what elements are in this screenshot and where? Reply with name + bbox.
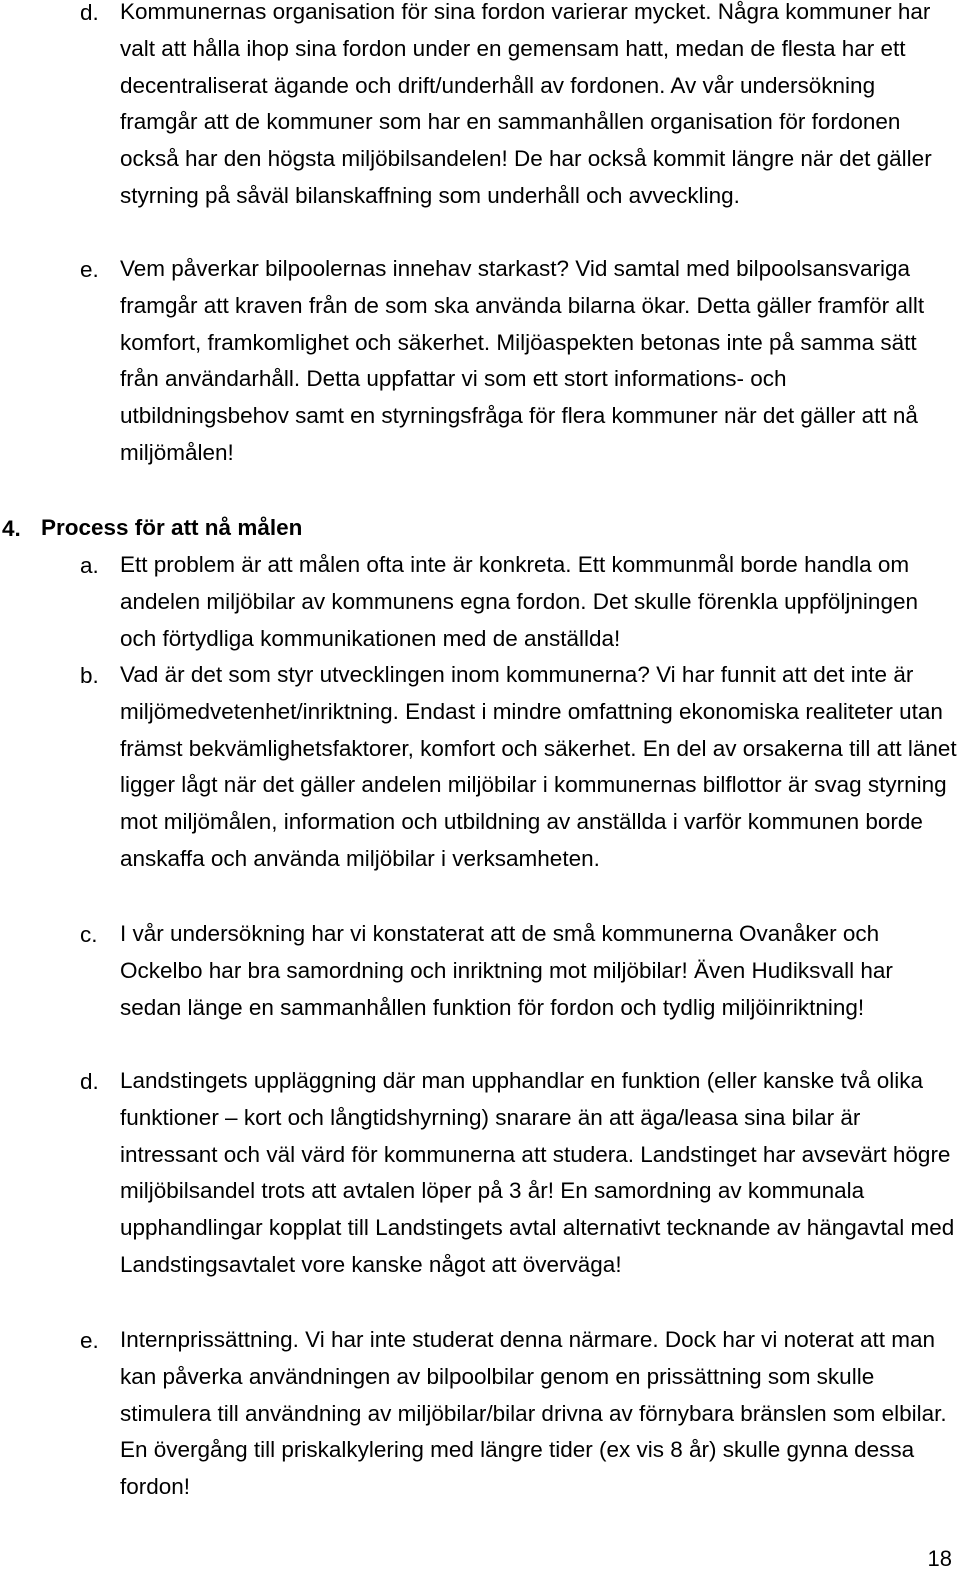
- list-marker: a.: [80, 553, 99, 578]
- list-marker: d.: [80, 1069, 99, 1094]
- list-item-text: Vad är det som styr utvecklingen inom kommunerna? Vi har funnit att det inte är miljömedvetenhet/inriktning. Endast i mindre omfattning ekonomiska realiteter utan främst bekvämlighetsfaktorer, komfort och säkerhet. En del av orsakerna till att länet ligger lågt när det gäller andelen miljöbilar i kommunernas bilflottor är svag styrning mot miljömålen, information och utbildning av anställda i varför kommunen borde anskaffa och använda miljöbilar i verksamheten.: [120, 662, 957, 871]
- list-marker: b.: [80, 663, 99, 688]
- list-marker: e.: [80, 1328, 99, 1353]
- list-item-text: I vår undersökning har vi konstaterat att de små kommunerna Ovanåker och Ockelbo har bra samordning och inriktning mot miljöbilar! Även Hudiksvall har sedan länge en sammanhållen funktion för fordon och tydlig miljöinriktning!: [120, 921, 893, 1020]
- list-item-text: Landstingets uppläggning där man upphandlar en funktion (eller kanske två olika funktioner – kort och långtidshyrning) snarare än att äga/leasa sina bilar är intressant och väl värd för kommunerna att studera. Landstinget har avsevärt högre miljöbilsandel trots att avtalen löper på 3 år! En samordning av kommunala upphandlingar kopplat till Landstingets avtal alternativt tecknande av hängavtal med Landstingsavtalet vore kanske något att överväga!: [120, 1068, 955, 1277]
- list-marker: c.: [80, 922, 98, 947]
- section-title: Process för att nå målen: [41, 515, 303, 540]
- section-number: 4.: [2, 516, 21, 541]
- list-item-text: Vem påverkar bilpoolernas innehav starkast? Vid samtal med bilpoolsansvariga framgår att kraven från de som ska använda bilarna ökar. Detta gäller framför allt komfort, framkomlighet och säkerhet. Miljöaspekten betonas inte på samma sätt från användarhåll. Detta uppfattar vi som ett stort informations- och utbildningsbehov samt en styrningsfråga för flera kommuner när det gäller att nå miljömålen!: [120, 256, 925, 465]
- list-marker: e.: [80, 257, 99, 282]
- page-number: 18: [927, 1546, 952, 1571]
- list-item-text: Kommunernas organisation för sina fordon varierar mycket. Några kommuner har valt att hålla ihop sina fordon under en gemensam hatt, medan de flesta har ett decentraliserat ägande och drift/underhåll av fordonen. Av vår undersökning framgår att de kommuner som har en sammanhållen organisation för fordonen också har den högsta miljöbilsandelen! De har också kommit längre när det gäller styrning på såväl bilanskaffning som underhåll och avveckling.: [120, 0, 932, 208]
- list-item-text: Internprissättning. Vi har inte studerat denna närmare. Dock har vi noterat att man kan påverka användningen av bilpoolbilar genom en prissättning som skulle stimulera till användning av miljöbilar/bilar drivna av förnybara bränslen som elbilar. En övergång till priskalkylering med längre tider (ex vis 8 år) skulle gynna dessa fordon!: [120, 1327, 947, 1500]
- list-marker: d.: [80, 0, 99, 25]
- list-item-text: Ett problem är att målen ofta inte är konkreta. Ett kommunmål borde handla om andelen miljöbilar av kommunens egna fordon. Det skulle förenkla uppföljningen och förtydliga kommunikationen med de anställda!: [120, 552, 918, 651]
